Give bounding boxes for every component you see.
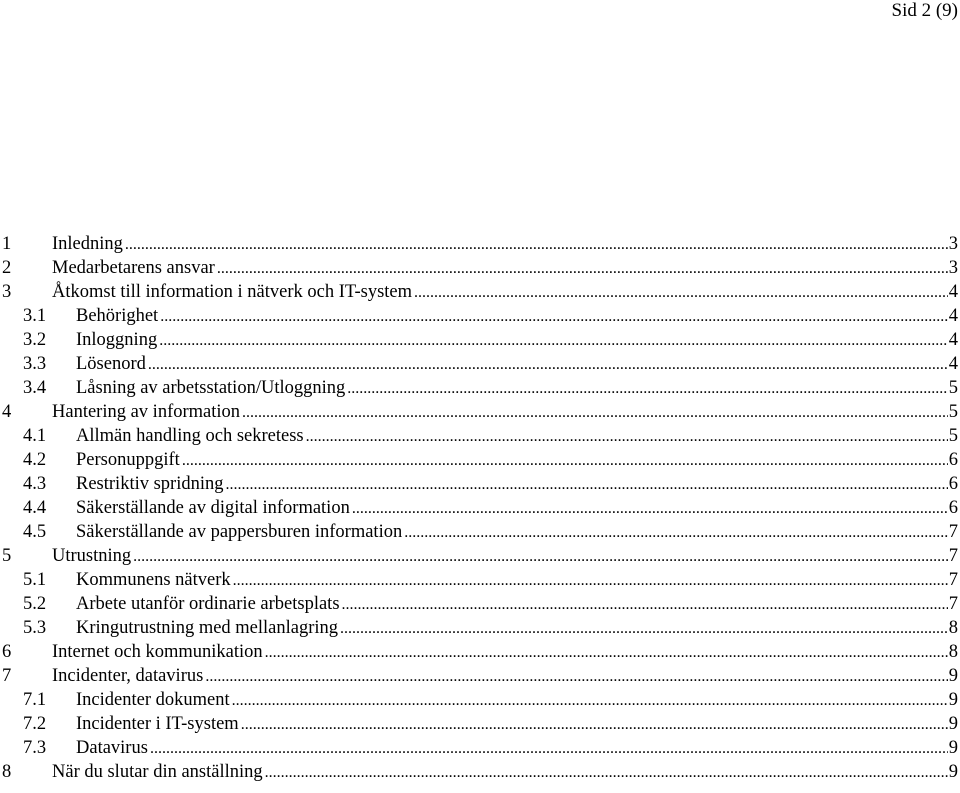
toc-dot-leader	[242, 404, 948, 422]
toc-entry-title: Behörighet	[76, 305, 159, 326]
toc-entry-line	[76, 474, 958, 495]
toc-dot-leader	[148, 356, 948, 374]
toc-dot-leader	[265, 644, 948, 662]
toc-entry[interactable]	[0, 256, 960, 280]
toc-entry-line	[52, 762, 958, 783]
toc-entry[interactable]	[0, 496, 960, 520]
table-of-contents	[0, 232, 960, 785]
toc-entry-line	[76, 450, 958, 471]
toc-entry-title: Åtkomst till information i nätverk och IT-system	[52, 281, 413, 302]
toc-entry[interactable]	[0, 641, 960, 665]
toc-entry-line	[52, 402, 958, 423]
toc-entry-line	[76, 522, 958, 543]
toc-entry-number: 3.3	[23, 353, 47, 374]
toc-entry-line	[76, 690, 958, 711]
toc-dot-leader	[414, 284, 948, 302]
toc-entry[interactable]	[0, 448, 960, 472]
toc-entry-title: Incidenter, datavirus	[52, 666, 204, 687]
toc-entry-line	[76, 618, 958, 639]
toc-entry-page: 9	[948, 714, 958, 735]
toc-entry[interactable]	[0, 232, 960, 256]
toc-dot-leader	[352, 500, 948, 518]
toc-entry-page: 5	[948, 377, 958, 398]
toc-entry-title: Inloggning	[76, 329, 158, 350]
toc-dot-leader	[232, 692, 948, 710]
toc-entry-line	[76, 330, 958, 351]
toc-entry[interactable]	[0, 568, 960, 592]
toc-dot-leader	[233, 572, 948, 590]
toc-entry-line	[76, 570, 958, 591]
toc-entry-number: 7.3	[23, 738, 47, 759]
toc-entry-page: 5	[948, 401, 958, 422]
toc-entry-line	[52, 642, 958, 663]
toc-entry-page: 3	[948, 233, 958, 254]
toc-entry-title: Inledning	[52, 233, 123, 254]
toc-entry[interactable]	[0, 617, 960, 641]
toc-entry[interactable]	[0, 304, 960, 328]
toc-entry-number: 6	[2, 642, 12, 663]
toc-entry-number: 3.4	[23, 377, 47, 398]
toc-entry-number: 4.5	[23, 521, 47, 542]
toc-entry-title: Säkerställande av pappersburen information	[76, 521, 403, 542]
toc-entry-line	[76, 738, 958, 759]
toc-entry-page: 8	[948, 642, 958, 663]
toc-entry-page: 8	[948, 618, 958, 639]
toc-entry[interactable]	[0, 689, 960, 713]
toc-dot-leader	[404, 524, 948, 542]
toc-entry-line	[52, 234, 958, 255]
toc-entry-title: Internet och kommunikation	[52, 642, 263, 663]
toc-entry-line	[76, 306, 958, 327]
toc-entry-number: 8	[2, 762, 12, 783]
toc-entry-line	[52, 546, 958, 567]
toc-entry-title: Kommunens nätverk	[76, 569, 231, 590]
toc-entry[interactable]	[0, 424, 960, 448]
toc-entry-line	[52, 258, 958, 279]
toc-entry[interactable]	[0, 376, 960, 400]
toc-entry[interactable]	[0, 400, 960, 424]
toc-entry-number: 7	[2, 666, 12, 687]
toc-entry-page: 6	[948, 449, 958, 470]
toc-dot-leader	[182, 452, 948, 470]
toc-entry-number: 4.3	[23, 473, 47, 494]
toc-entry-line	[52, 666, 958, 687]
toc-entry-page: 4	[948, 281, 958, 302]
toc-entry-page: 9	[948, 738, 958, 759]
toc-entry-title: Incidenter i IT-system	[76, 714, 239, 735]
toc-entry-number: 3.1	[23, 305, 47, 326]
toc-entry-number: 7.1	[23, 690, 47, 711]
toc-dot-leader	[150, 740, 948, 758]
toc-dot-leader	[347, 380, 948, 398]
toc-entry-title: Restriktiv spridning	[76, 473, 224, 494]
toc-dot-leader	[226, 476, 948, 494]
toc-entry[interactable]	[0, 713, 960, 737]
toc-entry-title: Låsning av arbetsstation/Utloggning	[76, 377, 346, 398]
toc-entry[interactable]	[0, 544, 960, 568]
toc-entry-page: 4	[948, 305, 958, 326]
toc-entry-title: Hantering av information	[52, 401, 241, 422]
toc-entry-page: 9	[948, 690, 958, 711]
toc-entry-number: 3	[2, 281, 12, 302]
toc-entry-page: 9	[948, 762, 958, 783]
toc-entry[interactable]	[0, 472, 960, 496]
toc-entry-number: 4.2	[23, 449, 47, 470]
toc-dot-leader	[265, 764, 948, 782]
toc-entry[interactable]	[0, 665, 960, 689]
toc-dot-leader	[125, 236, 948, 254]
toc-dot-leader	[205, 668, 947, 686]
toc-dot-leader	[160, 308, 948, 326]
toc-entry-title: Personuppgift	[76, 449, 180, 470]
toc-entry-number: 3.2	[23, 329, 47, 350]
toc-entry-page: 7	[948, 545, 958, 566]
toc-entry-line	[76, 714, 958, 735]
toc-entry-page: 6	[948, 473, 958, 494]
toc-entry[interactable]	[0, 592, 960, 616]
toc-entry-title: Incidenter dokument	[76, 690, 230, 711]
toc-entry[interactable]	[0, 352, 960, 376]
toc-entry[interactable]	[0, 280, 960, 304]
toc-entry-line	[76, 378, 958, 399]
toc-entry-title: Lösenord	[76, 353, 146, 374]
toc-entry[interactable]	[0, 328, 960, 352]
toc-entry-number: 5	[2, 545, 12, 566]
toc-entry[interactable]	[0, 737, 960, 761]
toc-entry-page: 7	[948, 521, 958, 542]
toc-entry-page: 7	[948, 593, 958, 614]
toc-entry-page: 3	[948, 257, 958, 278]
toc-entry-number: 5.3	[23, 618, 47, 639]
toc-entry-line	[76, 354, 958, 375]
page-number: Sid 2 (9)	[891, 0, 958, 21]
toc-entry[interactable]	[0, 761, 960, 785]
toc-entry-line	[76, 498, 958, 519]
toc-entry-title: När du slutar din anställning	[52, 762, 263, 783]
toc-dot-leader	[159, 332, 948, 350]
toc-entry-title: Medarbetarens ansvar	[52, 257, 215, 278]
toc-entry-title: Allmän handling och sekretess	[76, 425, 304, 446]
toc-dot-leader	[342, 596, 948, 614]
toc-entry-line	[76, 594, 958, 615]
toc-entry-number: 5.1	[23, 569, 47, 590]
toc-entry-line	[76, 426, 958, 447]
toc-dot-leader	[340, 620, 948, 638]
toc-entry-title: Utrustning	[52, 545, 132, 566]
toc-entry-line	[52, 282, 958, 303]
toc-dot-leader	[217, 260, 948, 278]
toc-entry-page: 5	[948, 425, 958, 446]
toc-entry-number: 2	[2, 257, 12, 278]
toc-entry-number: 7.2	[23, 714, 47, 735]
toc-dot-leader	[306, 428, 948, 446]
toc-entry[interactable]	[0, 520, 960, 544]
toc-entry-title: Datavirus	[76, 738, 148, 759]
toc-entry-number: 4.1	[23, 425, 47, 446]
toc-entry-number: 4	[2, 401, 12, 422]
toc-entry-title: Säkerställande av digital information	[76, 497, 350, 518]
toc-entry-page: 4	[948, 329, 958, 350]
toc-entry-title: Kringutrustning med mellanlagring	[76, 618, 339, 639]
toc-entry-page: 4	[948, 353, 958, 374]
toc-entry-title: Arbete utanför ordinarie arbetsplats	[76, 593, 340, 614]
toc-dot-leader	[133, 548, 948, 566]
toc-entry-page: 7	[948, 569, 958, 590]
toc-entry-number: 1	[2, 233, 12, 254]
toc-dot-leader	[241, 716, 948, 734]
toc-entry-number: 4.4	[23, 497, 47, 518]
toc-entry-page: 6	[948, 497, 958, 518]
toc-entry-number: 5.2	[23, 593, 47, 614]
toc-entry-page: 9	[948, 666, 958, 687]
